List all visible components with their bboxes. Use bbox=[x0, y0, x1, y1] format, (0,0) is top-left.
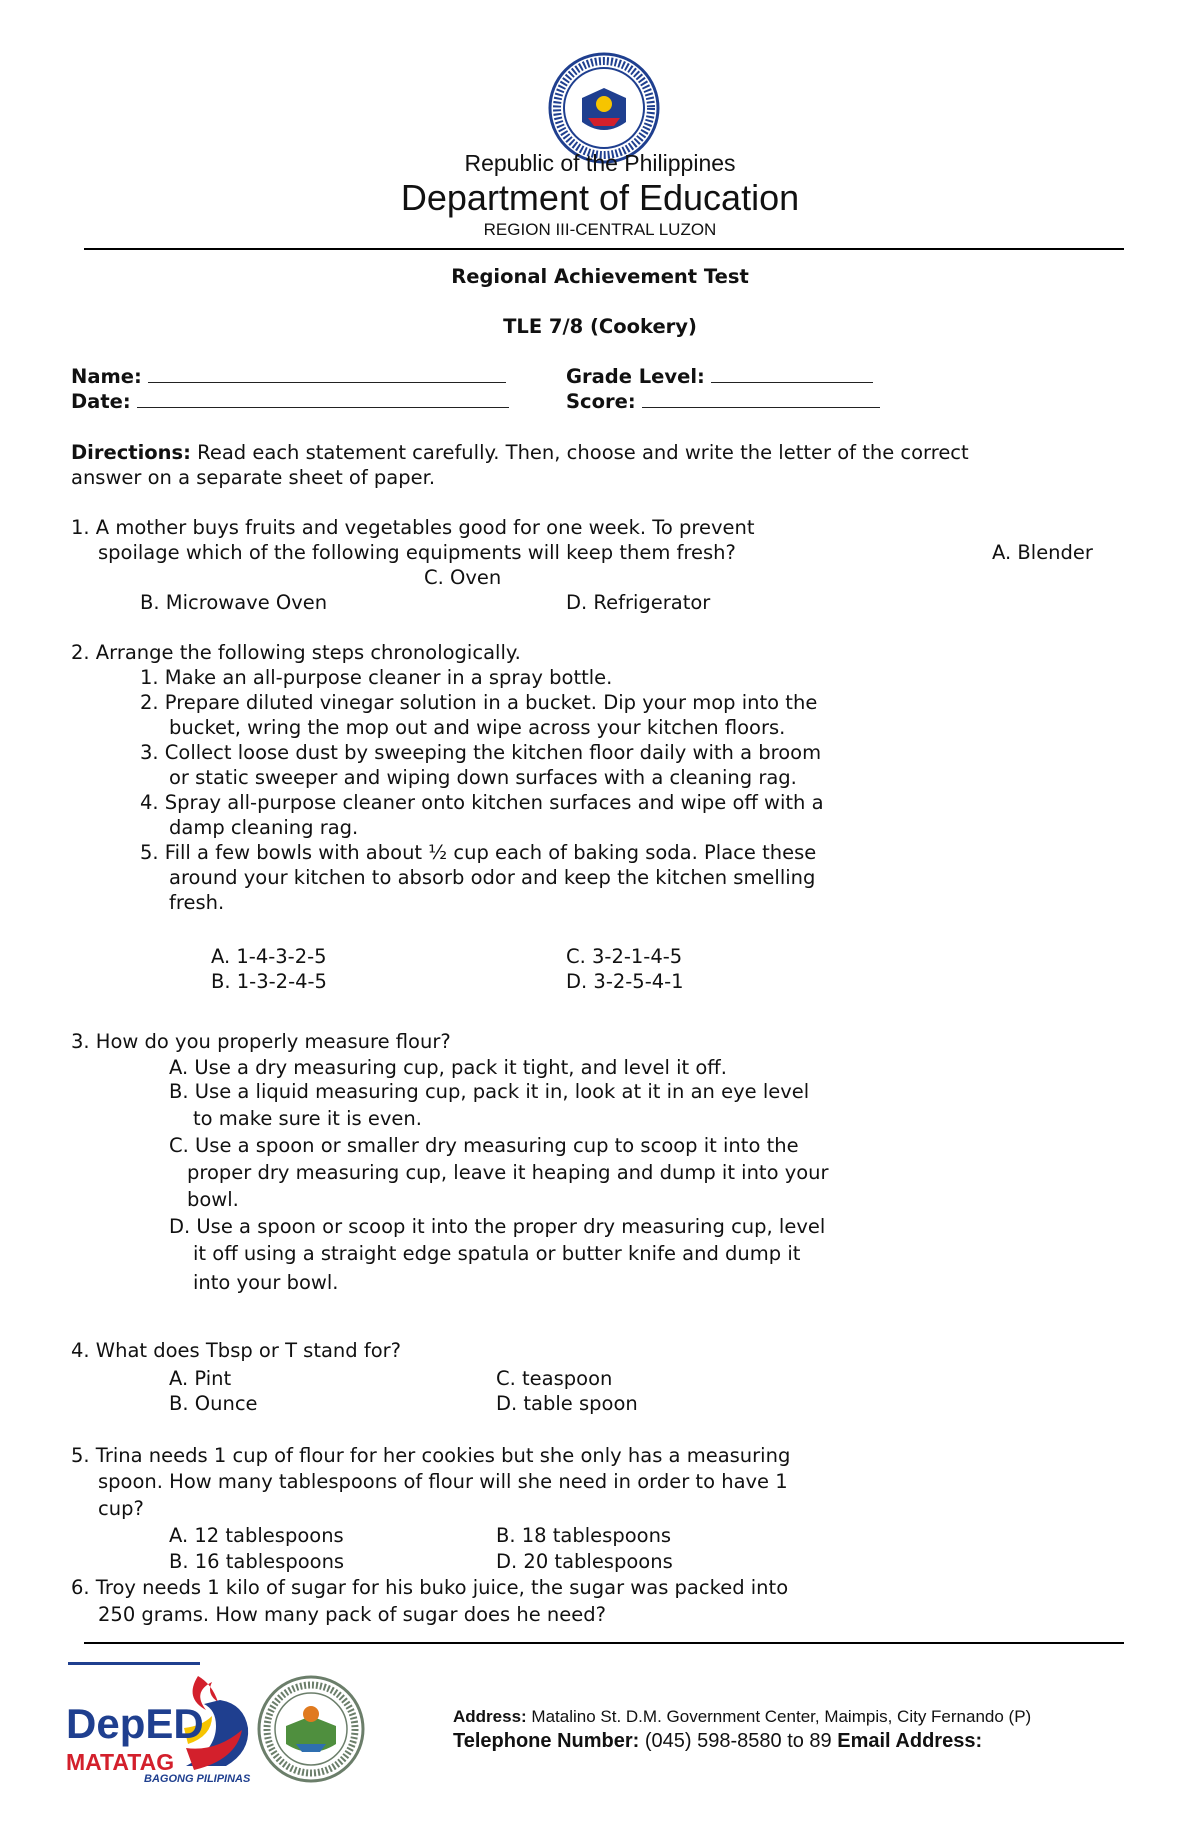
header-divider bbox=[84, 248, 1124, 250]
q2-step: 1. Make an all-purpose cleaner in a spray bottle. bbox=[140, 666, 613, 689]
date-field[interactable]: Date: bbox=[71, 389, 509, 414]
q1-choice-c: C. Oven bbox=[424, 566, 502, 589]
q4-stem: 4. What does Tbsp or T stand for? bbox=[71, 1339, 402, 1362]
q2-step: 3. Collect loose dust by sweeping the kitchen floor daily with a broom bbox=[140, 741, 822, 764]
region-title: REGION III-CENTRAL LUZON bbox=[483, 220, 717, 239]
q2-choice-c: C. 3-2-1-4-5 bbox=[566, 945, 683, 968]
deped-seal-icon bbox=[548, 52, 660, 164]
q3-line: C. Use a spoon or smaller dry measuring cup to scoop it into the bbox=[169, 1134, 799, 1157]
footer-telephone: Telephone Number: (045) 598-8580 to 89 Email Address: bbox=[453, 1730, 983, 1752]
name-field[interactable]: Name: bbox=[71, 364, 506, 389]
q1-line-2: spoilage which of the following equipments will keep them fresh? bbox=[98, 541, 736, 564]
q2-step: bucket, wring the mop out and wipe across your kitchen floors. bbox=[169, 716, 786, 739]
q4-choice-c: C. teaspoon bbox=[496, 1367, 613, 1390]
q2-step: 4. Spray all-purpose cleaner onto kitchen surfaces and wipe off with a bbox=[140, 791, 824, 814]
q3-line: proper dry measuring cup, leave it heaping and dump it into your bbox=[187, 1161, 829, 1184]
date-blank[interactable] bbox=[137, 389, 509, 408]
republic-title: Republic of the Philippines bbox=[464, 150, 736, 176]
q5-line-3: cup? bbox=[98, 1497, 144, 1520]
name-blank[interactable] bbox=[148, 364, 506, 383]
q2-stem: 2. Arrange the following steps chronologically. bbox=[71, 641, 521, 664]
q5-choice-b: B. 16 tablespoons bbox=[169, 1550, 345, 1573]
q5-choice-a: A. 12 tablespoons bbox=[169, 1524, 344, 1547]
q2-step: fresh. bbox=[169, 891, 225, 914]
q3-stem: 3. How do you properly measure flour? bbox=[71, 1030, 451, 1053]
q1-choice-d: D. Refrigerator bbox=[566, 591, 711, 614]
test-title: Regional Achievement Test bbox=[451, 265, 749, 288]
q2-step: damp cleaning rag. bbox=[169, 816, 359, 839]
deped-logo-text: DepED bbox=[66, 1700, 204, 1747]
footer-accent-line bbox=[68, 1662, 200, 1665]
q3-line: to make sure it is even. bbox=[193, 1107, 422, 1130]
grade-level-blank[interactable] bbox=[711, 364, 873, 383]
q1-line-1: 1. A mother buys fruits and vegetables good for one week. To prevent bbox=[71, 516, 755, 539]
q5-line-1: 5. Trina needs 1 cup of flour for her cookies but she only has a measuring bbox=[71, 1444, 791, 1467]
score-blank[interactable] bbox=[642, 389, 880, 408]
q3-line: bowl. bbox=[187, 1188, 239, 1211]
q1-choice-b: B. Microwave Oven bbox=[140, 591, 328, 614]
score-field[interactable]: Score: bbox=[566, 389, 880, 414]
regional-office-seal-icon bbox=[256, 1674, 366, 1784]
q2-step: 5. Fill a few bowls with about ½ cup each of baking soda. Place these bbox=[140, 841, 817, 864]
q5-line-2: spoon. How many tablespoons of flour will she need in order to have 1 bbox=[98, 1470, 788, 1493]
q2-choice-b: B. 1-3-2-4-5 bbox=[211, 970, 327, 993]
directions-line-2: answer on a separate sheet of paper. bbox=[71, 466, 436, 489]
department-title: Department of Education bbox=[400, 177, 800, 218]
q1-choice-a: A. Blender bbox=[992, 541, 1093, 564]
footer-address: Address: Matalino St. D.M. Government Center, Maimpis, City Fernando (P) bbox=[453, 1707, 1032, 1726]
q3-line: B. Use a liquid measuring cup, pack it in, look at it in an eye level bbox=[169, 1080, 810, 1103]
q2-step: or static sweeper and wiping down surfaces with a cleaning rag. bbox=[169, 766, 797, 789]
directions-line-1: Directions: Read each statement carefully. Then, choose and write the letter of the correct bbox=[71, 441, 969, 464]
deped-matatag-logo-icon bbox=[66, 1670, 256, 1785]
q3-line: A. Use a dry measuring cup, pack it tight, and level it off. bbox=[169, 1056, 727, 1079]
q2-choice-a: A. 1-4-3-2-5 bbox=[211, 945, 327, 968]
q6-line-2: 250 grams. How many pack of sugar does he need? bbox=[98, 1603, 606, 1626]
q3-line: D. Use a spoon or scoop it into the proper dry measuring cup, level bbox=[169, 1215, 826, 1238]
q2-step: 2. Prepare diluted vinegar solution in a bucket. Dip your mop into the bbox=[140, 691, 818, 714]
q2-step: around your kitchen to absorb odor and keep the kitchen smelling bbox=[169, 866, 816, 889]
q3-line: into your bowl. bbox=[193, 1271, 339, 1294]
q5-choice-c: B. 18 tablespoons bbox=[496, 1524, 672, 1547]
directions-label: Directions: bbox=[71, 441, 191, 464]
bagong-pilipinas-text: BAGONG PILIPINAS bbox=[144, 1773, 251, 1785]
footer-divider bbox=[84, 1642, 1124, 1644]
q3-line: it off using a straight edge spatula or butter knife and dump it bbox=[193, 1242, 801, 1265]
q6-line-1: 6. Troy needs 1 kilo of sugar for his buko juice, the sugar was packed into bbox=[71, 1576, 789, 1599]
q4-choice-d: D. table spoon bbox=[496, 1392, 638, 1415]
q2-choice-d: D. 3-2-5-4-1 bbox=[566, 970, 684, 993]
test-subject: TLE 7/8 (Cookery) bbox=[503, 315, 697, 338]
grade-level-field[interactable]: Grade Level: bbox=[566, 364, 873, 389]
q5-choice-d: D. 20 tablespoons bbox=[496, 1550, 673, 1573]
q4-choice-b: B. Ounce bbox=[169, 1392, 258, 1415]
matatag-logo-text: MATATAG bbox=[66, 1749, 175, 1775]
q4-choice-a: A. Pint bbox=[169, 1367, 232, 1390]
